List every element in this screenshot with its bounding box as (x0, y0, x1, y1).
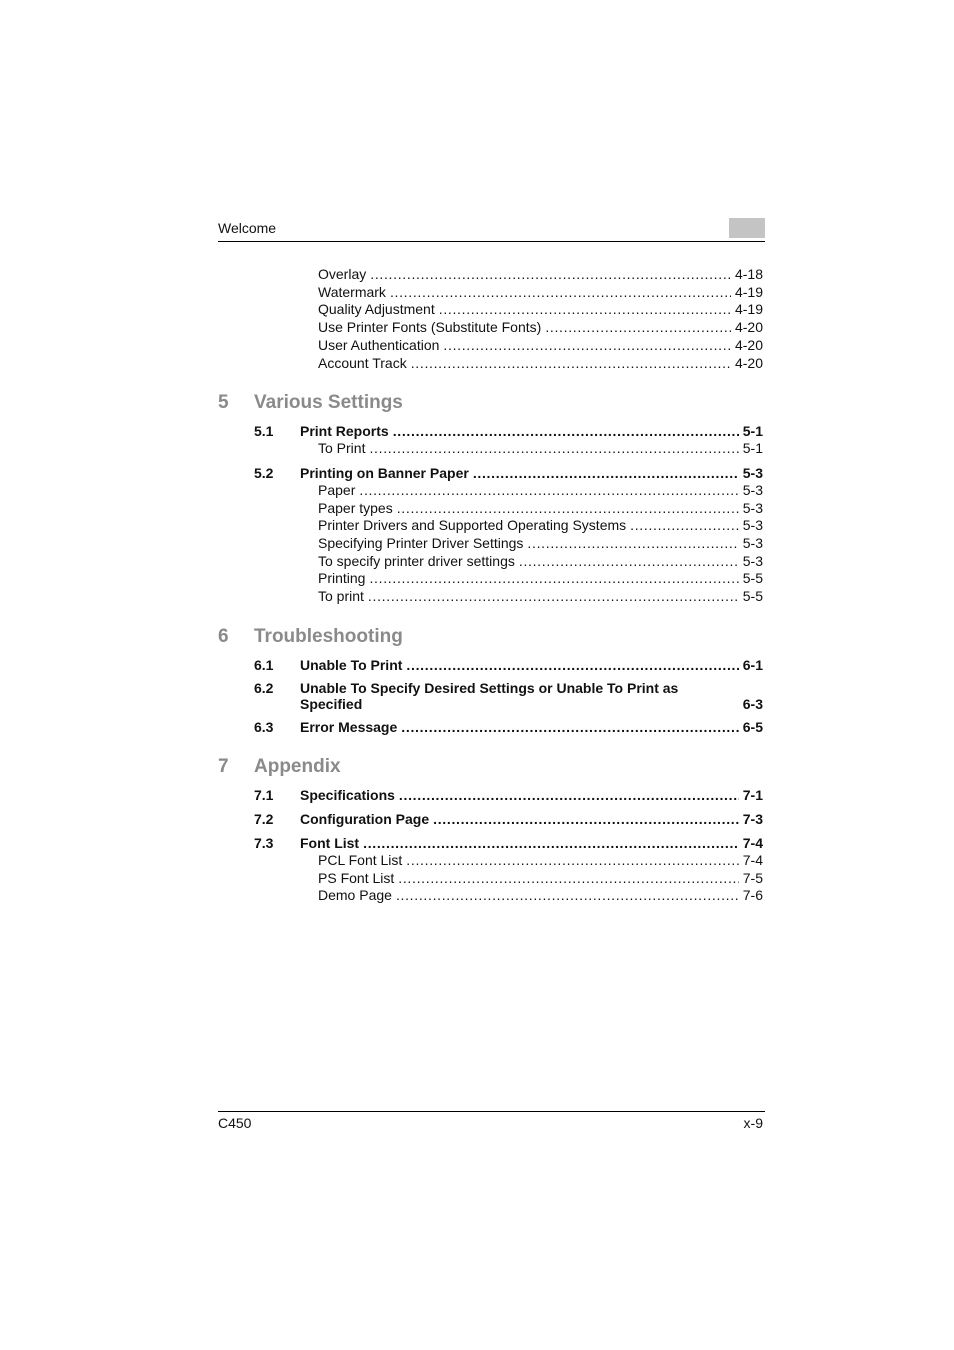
toc-entry-page: 7-4 (742, 851, 763, 868)
toc-entry[interactable] (218, 319, 763, 337)
chapter-title: Appendix (254, 755, 341, 777)
section-number: 6.1 (254, 656, 274, 673)
toc-entry-page: 5-5 (742, 570, 763, 587)
toc-entry-title: Specifying Printer Driver Settings (318, 535, 524, 552)
dot-leader (473, 464, 739, 482)
chapter-title: Troubleshooting (254, 625, 403, 647)
toc-entry-title: Account Track (318, 354, 407, 371)
toc-entry-page: 4-18 (734, 266, 763, 282)
toc-entry-title: Quality Adjustment (318, 301, 435, 318)
section-number: 7.2 (254, 810, 274, 827)
dot-leader (630, 517, 739, 535)
chapter-number: 6 (218, 625, 229, 647)
toc-entry-title: Printing (318, 570, 366, 587)
section-page: 7-3 (742, 810, 763, 827)
dot-leader (393, 422, 739, 440)
table-of-contents (218, 266, 763, 905)
toc-entry-page: 4-19 (734, 283, 763, 300)
section-title: Configuration Page (300, 810, 430, 827)
dot-leader (545, 319, 731, 337)
dot-leader (401, 718, 738, 736)
dot-leader (406, 852, 738, 870)
toc-section-5-2[interactable] (218, 464, 763, 482)
toc-entry-page: 4-20 (734, 336, 763, 353)
dot-leader (369, 570, 738, 588)
section-page: 6-1 (742, 656, 763, 673)
toc-section-7-2[interactable] (218, 810, 763, 828)
dot-leader (519, 553, 739, 571)
toc-entry[interactable] (218, 870, 763, 888)
section-page: 5-3 (742, 464, 763, 481)
section-title: Unable To Print (300, 656, 403, 673)
toc-entry[interactable] (218, 852, 763, 870)
dot-leader (399, 786, 739, 804)
toc-entry-page: 5-3 (742, 552, 763, 569)
toc-entry[interactable] (218, 553, 763, 571)
toc-entry[interactable] (218, 887, 763, 905)
chapter-heading-6[interactable] (218, 626, 763, 648)
section-page: 6-3 (742, 695, 763, 712)
toc-section-7-1[interactable] (218, 786, 763, 804)
toc-section-6-3[interactable] (218, 718, 763, 736)
toc-section-7-3[interactable] (218, 834, 763, 852)
toc-entry-title: Watermark (318, 283, 386, 300)
toc-entry[interactable] (218, 482, 763, 500)
chapter-number: 5 (218, 392, 229, 414)
dot-leader (368, 588, 739, 606)
dot-leader (398, 870, 739, 888)
toc-entry[interactable] (218, 355, 763, 373)
section-title: Error Message (300, 718, 398, 735)
dot-leader (359, 482, 738, 500)
toc-entry-page: 4-20 (734, 354, 763, 371)
footer-page-number: x-9 (743, 1115, 763, 1131)
toc-entry-title: Paper types (318, 499, 393, 516)
section-title: Specifications (300, 786, 395, 803)
dot-leader (406, 656, 738, 674)
toc-entry-page: 4-19 (734, 301, 763, 318)
dot-leader (411, 355, 731, 373)
toc-entry[interactable] (218, 301, 763, 319)
toc-entry-title: Paper (318, 481, 356, 498)
toc-entry[interactable] (218, 284, 763, 302)
toc-entry[interactable] (218, 500, 763, 518)
dot-leader (369, 440, 738, 458)
toc-entry[interactable] (218, 440, 763, 458)
toc-entry-title: Printer Drivers and Supported Operating Systems (318, 517, 627, 534)
toc-entry-title: User Authentication (318, 336, 440, 353)
toc-entry-page: 5-3 (742, 481, 763, 498)
header-tab-marker (729, 218, 765, 238)
section-title: Print Reports (300, 423, 389, 440)
toc-entry-page: 4-20 (734, 319, 763, 336)
toc-entry-title: To Print (318, 440, 366, 457)
section-title-line2: Specified (300, 695, 363, 712)
toc-entry[interactable] (218, 517, 763, 535)
dot-leader (439, 301, 731, 319)
section-title-line1: Unable To Specify Desired Settings or Unable To Print as (300, 679, 679, 696)
dot-leader (527, 535, 738, 553)
dot-leader (397, 500, 739, 518)
footer-model: C450 (218, 1115, 252, 1131)
toc-entry-page: 5-3 (742, 535, 763, 552)
section-page: 5-1 (742, 423, 763, 440)
toc-section-6-2[interactable] (218, 680, 763, 712)
toc-entry-title: PCL Font List (318, 851, 403, 868)
dot-leader (433, 810, 739, 828)
section-title: Printing on Banner Paper (300, 464, 469, 481)
toc-entry-page: 7-5 (742, 869, 763, 886)
section-number: 7.1 (254, 786, 274, 803)
toc-entry-title: PS Font List (318, 869, 395, 886)
toc-entry-page: 7-6 (742, 887, 763, 904)
section-page: 6-5 (742, 718, 763, 735)
toc-section-6-1[interactable] (218, 656, 763, 674)
toc-entry-page: 5-3 (742, 499, 763, 516)
toc-entry-title: Use Printer Fonts (Substitute Fonts) (318, 319, 542, 336)
section-number: 6.2 (254, 679, 274, 696)
toc-entry-title: Overlay (318, 266, 367, 282)
toc-entry-page: 5-3 (742, 517, 763, 534)
section-number: 6.3 (254, 718, 274, 735)
toc-entry-title: To print (318, 588, 364, 605)
chapter-title: Various Settings (254, 392, 403, 414)
section-number: 7.3 (254, 834, 274, 851)
chapter-number: 7 (218, 755, 229, 777)
section-number: 5.2 (254, 464, 274, 481)
toc-entry-page: 5-1 (742, 440, 763, 457)
toc-entry[interactable] (218, 337, 763, 355)
toc-entry[interactable] (218, 588, 763, 606)
dot-leader (396, 887, 739, 905)
chapter-heading-7[interactable] (218, 756, 763, 778)
toc-entry-page: 5-5 (742, 588, 763, 605)
dot-leader (370, 266, 731, 284)
toc-entry[interactable] (218, 266, 763, 284)
header-divider (218, 241, 765, 242)
section-page: 7-1 (742, 786, 763, 803)
section-title: Font List (300, 834, 360, 851)
footer-divider (218, 1111, 765, 1112)
toc-entry-title: To specify printer driver settings (318, 552, 515, 569)
dot-leader (390, 284, 731, 302)
chapter-heading-5[interactable] (218, 392, 763, 414)
toc-entry-title: Demo Page (318, 887, 392, 904)
toc-entry[interactable] (218, 570, 763, 588)
running-header-title: Welcome (218, 220, 277, 236)
dot-leader (443, 337, 731, 355)
toc-section-5-1[interactable] (218, 422, 763, 440)
toc-entry[interactable] (218, 535, 763, 553)
dot-leader (363, 834, 739, 852)
section-page: 7-4 (742, 834, 763, 851)
section-number: 5.1 (254, 423, 274, 440)
